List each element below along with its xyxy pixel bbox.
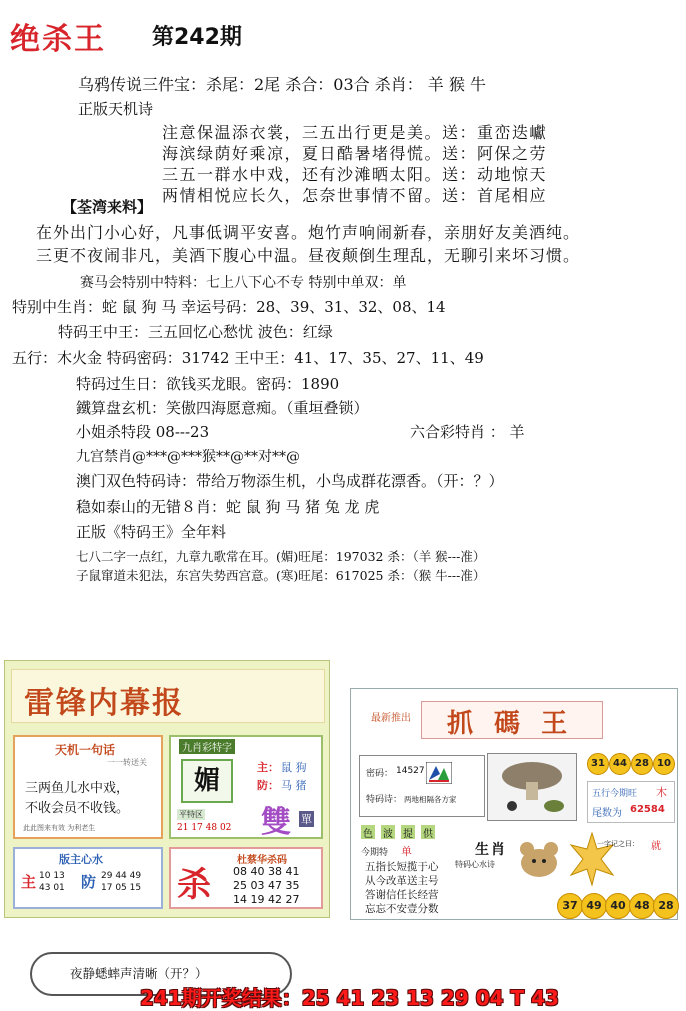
small-line: 子鼠窜道未犯法，东宫失势西宫意。(寒)旺尾：617025 杀：（猴 牛---准）	[76, 568, 486, 583]
shejia-label: 杜蔡华杀码	[237, 855, 287, 866]
fang2-numbers: 29 44 49	[101, 871, 142, 881]
shejia-numbers: 25 03 47 35	[233, 879, 300, 892]
top-number-ball: 31	[587, 753, 609, 775]
bottom-number-ball: 40	[605, 893, 631, 919]
tianji-label: 天机一句话	[55, 743, 116, 757]
tianji-footer: 此此图来有效 为利老生	[23, 824, 96, 832]
fang-animals: 马 猪	[281, 779, 307, 792]
dan-character: 單	[301, 813, 312, 826]
shuang-character: 雙	[261, 805, 291, 840]
quannian-line: 正版《特码王》全年料	[76, 523, 227, 541]
wenru-line: 稳如泰山的无错８肖：蛇 鼠 狗 马 猪 兔 龙 虎	[76, 498, 380, 516]
saima-line: 赛马会特别中特料：七上八下心不专 特别中单双：单	[80, 275, 407, 291]
zhu2-numbers: 10 13	[39, 871, 65, 881]
tianji-text: 不收会员不收钱。	[25, 801, 130, 816]
quanwan-label: 【荃湾来料】	[62, 198, 153, 216]
jiuba-label: 九肖彩特字	[179, 739, 235, 754]
seju-tag: 波	[381, 825, 395, 839]
top-number-ball: 44	[609, 753, 631, 775]
fang-label: 防：	[257, 779, 279, 792]
mouse-picture	[509, 831, 569, 887]
poem-line: 注意保温添衣裳，三五出行更是美。送：重峦迭巘	[162, 123, 548, 142]
zhu2-label: 主	[21, 873, 37, 891]
seju-tag: 提	[401, 825, 415, 839]
logo-icon	[426, 762, 452, 788]
fang2-label: 防	[81, 873, 97, 891]
promo-right-title: 抓 碼 王	[447, 709, 574, 739]
jiuba-box	[169, 735, 323, 839]
shejia-box	[169, 847, 323, 909]
poem-line: 从今改革送主号	[365, 875, 439, 887]
verse-line: 在外出门小心好，凡事低调平安喜。炮竹声响闹新春，亲朋好友美酒纯。	[36, 223, 581, 242]
poem-line: 答谢信任长经营	[365, 889, 439, 901]
shejia-numbers: 14 19 42 27	[233, 893, 300, 906]
aomen-line: 澳门双色特码诗：带给万物添生机，小鸟成群花漂香。（开：？）	[76, 472, 504, 490]
promo-panel-right	[350, 688, 678, 920]
top-number-ball: 10	[653, 753, 675, 775]
banzhu-label: 版主心水	[59, 853, 103, 866]
vertical-label: 生	[475, 842, 489, 858]
lottery-result: 241期开奖结果：25 41 23 13 29 04 T 43	[140, 986, 559, 1010]
promo-panel-left	[4, 660, 330, 918]
promo-header	[11, 669, 325, 723]
tianji-sub: 一一转送关	[107, 758, 147, 767]
promo-title: 雷锋内幕报	[24, 686, 184, 721]
tiesuan-line: 鐵算盘玄机：笑傲四海愿意痴。（重垣叠锁）	[76, 399, 369, 417]
shejia-numbers: 08 40 38 41	[233, 865, 300, 878]
tema-label: 特码诗：	[366, 795, 403, 805]
big-character: 媚	[181, 759, 233, 803]
vertical-sub: 特码心水诗	[455, 860, 495, 869]
zhengban-tianji-label: 正版天机诗	[78, 100, 154, 118]
weishu-value: 62584	[630, 804, 665, 815]
pingte-numbers: 21 17 48 02	[177, 823, 232, 833]
mouse-icon	[509, 831, 569, 887]
liuhe-line: 六合彩特肖 ： 羊	[410, 423, 525, 441]
poem-line: 忘忘不安壹分数	[365, 903, 439, 915]
tianji-box	[13, 735, 163, 839]
issue-number: 第242期	[152, 25, 242, 50]
zhu2-numbers: 43 01	[39, 883, 65, 893]
brand-title: 绝杀王	[10, 22, 106, 57]
mima-box	[359, 755, 485, 817]
fang2-numbers: 17 05 15	[101, 883, 142, 893]
sha-character: 杀	[177, 865, 211, 905]
mushroom-picture	[487, 753, 577, 821]
cloud-text: 夜静蟋蟀声清晰（开？）	[70, 966, 208, 981]
bottom-number-ball: 28	[653, 893, 679, 919]
dan-label: 单	[401, 845, 412, 858]
poem-line: 五指长短揽于心	[365, 861, 439, 873]
tianji-text: 三两鱼儿水中戏，	[25, 781, 130, 796]
zhu-label: 主：	[257, 761, 279, 774]
yijuhua-label: 一字记之曰：	[597, 840, 639, 848]
mima-value: 14527	[396, 766, 425, 776]
shengxiao-line: 特别中生肖：蛇 鼠 狗 马 幸运号码：28、39、31、32、08、14	[12, 298, 446, 316]
verse-line: 三更不夜闹非凡，美酒下腹心中温。昼夜颠倒生理乱，无聊引来坏习惯。	[36, 246, 581, 265]
poem-line: 海滨绿荫好乘凉，夏日酷暑堵得慌。送：阿保之劳	[162, 144, 548, 163]
small-line: 七八二字一点红，九章九歌常在耳。(媚)旺尾：197032 杀：（羊 猴---准）	[76, 549, 486, 564]
jiugong-line: 九宫禁肖@***@***猴**@**对**@	[76, 449, 300, 465]
temawang-line: 特码王中王：三五回忆心愁忧 波色：红绿	[58, 323, 333, 341]
vertical-label: 肖	[491, 842, 505, 858]
mushroom-icon	[488, 754, 576, 820]
wuya-line: 乌鸦传说三件宝：杀尾：2尾 杀合：03合 杀肖： 羊 猴 牛	[78, 75, 486, 94]
zuixin-label: 最新推出	[371, 713, 411, 724]
seju-tag: 供	[421, 825, 435, 839]
bottom-number-ball: 37	[557, 893, 583, 919]
top-number-ball: 28	[631, 753, 653, 775]
wuxing-line: 五行：木火金 特码密码：31742 王中王：41、17、35、27、11、49	[12, 349, 484, 367]
wuxing-value: 木	[656, 786, 667, 799]
guoshengri-line: 特码过生日：欲钱买龙眼。密码：1890	[76, 375, 340, 393]
tema-value: 两地相隔各方家	[404, 795, 457, 804]
bottom-number-ball: 49	[581, 893, 607, 919]
zhu-animals: 鼠 狗	[281, 761, 307, 774]
bottom-number-ball: 48	[629, 893, 655, 919]
pingte-label: 平特区	[179, 810, 203, 819]
poem-line: 两情相悦应长久，怎奈世事情不留。送：首尾相应	[162, 186, 548, 205]
yijuhua-value: 就	[651, 841, 661, 852]
seju-tag: 色	[361, 825, 375, 839]
xiaojie-line: 小姐杀特段 08---23	[76, 423, 210, 441]
poem-line: 三五一群水中戏，还有沙滩晒太阳。送：动地惊天	[162, 165, 548, 184]
lingqi-label: 今期特	[361, 848, 389, 858]
weishu-label: 尾数为	[592, 808, 622, 819]
wuxing-box	[587, 781, 675, 823]
mima-label: 密码：	[366, 769, 394, 779]
wuxing-label: 五行今期旺	[592, 789, 638, 799]
banzhu-box	[13, 847, 163, 909]
